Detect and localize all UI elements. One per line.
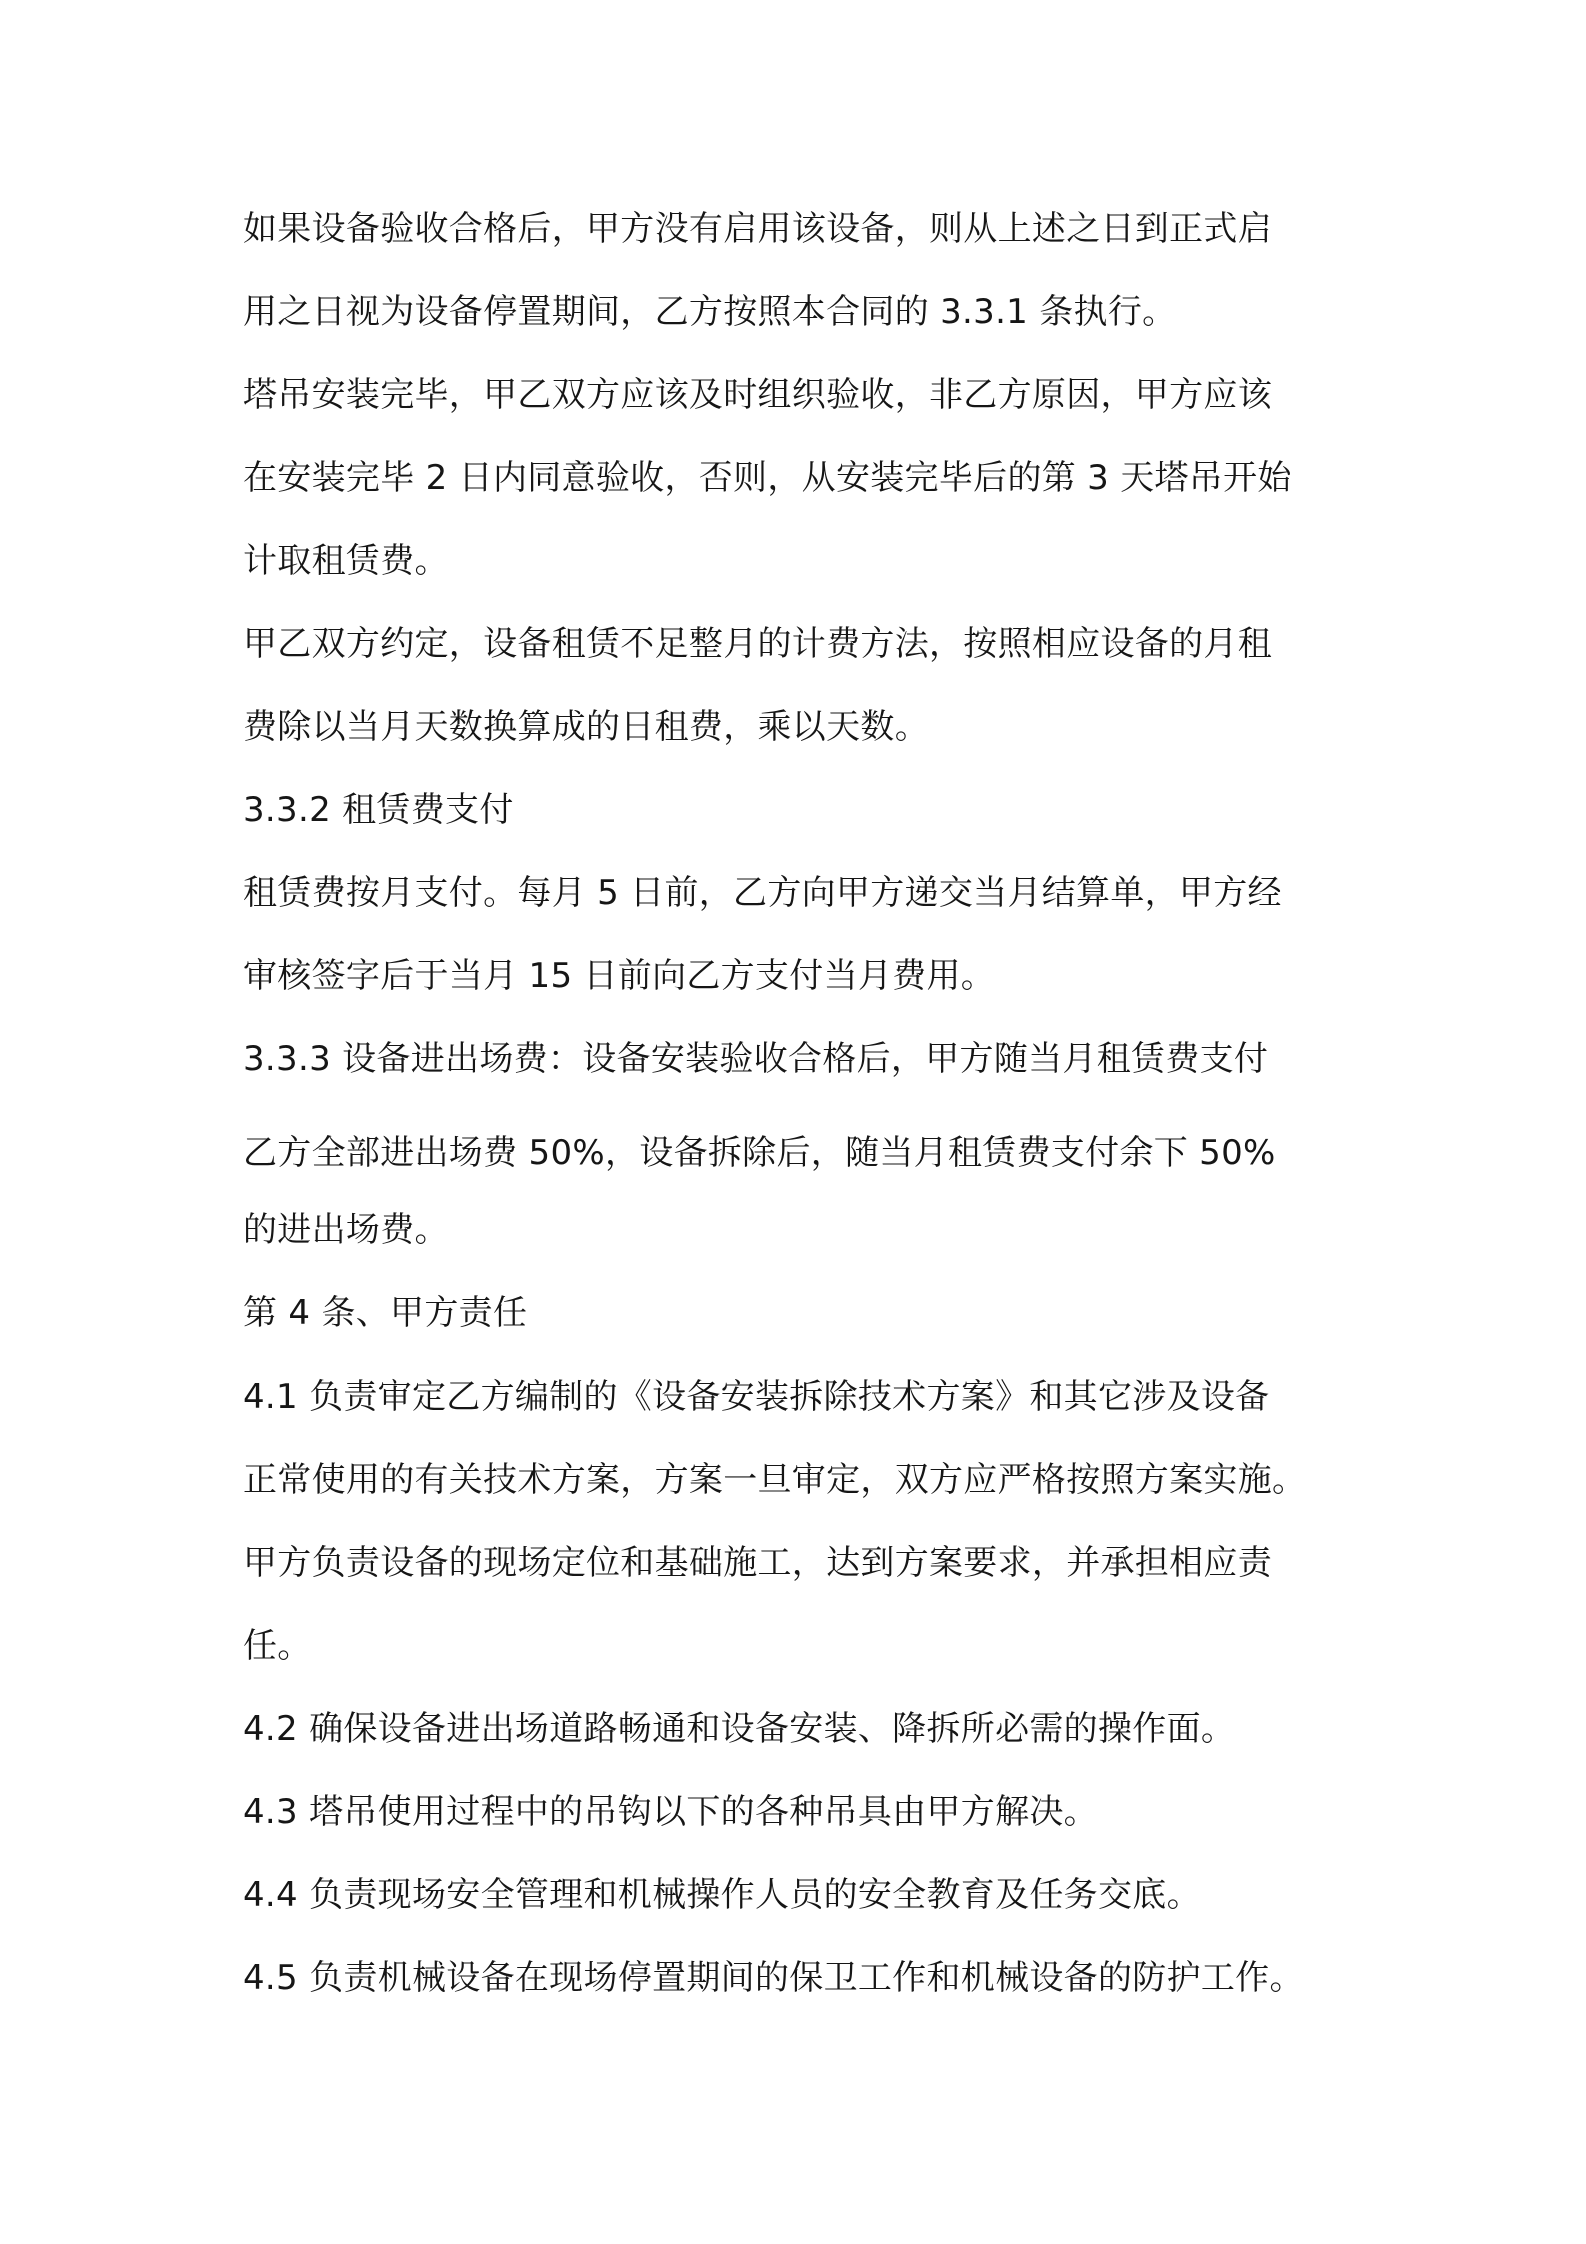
text-line: 4.2 确保设备进出场道路畅通和设备安装、降拆所必需的操作面。 xyxy=(243,1709,1236,1749)
text-line: 计取租赁费。 xyxy=(243,541,449,581)
text-line: 4.1 负责审定乙方编制的《设备安装拆除技术方案》和其它涉及设备 xyxy=(243,1377,1270,1417)
text-line: 甲乙双方约定，设备租赁不足整月的计费方法，按照相应设备的月租 xyxy=(243,624,1272,664)
section-heading: 第 4 条、甲方责任 xyxy=(243,1293,528,1333)
text-line: 4.3 塔吊使用过程中的吊钩以下的各种吊具由甲方解决。 xyxy=(243,1792,1098,1832)
text-line: 如果设备验收合格后，甲方没有启用该设备，则从上述之日到正式启 xyxy=(243,209,1272,249)
text-line: 任。 xyxy=(243,1626,312,1666)
text-line: 4.4 负责现场安全管理和机械操作人员的安全教育及任务交底。 xyxy=(243,1875,1201,1915)
text-line: 3.3.3 设备进出场费：设备安装验收合格后，甲方随当月租赁费支付 xyxy=(243,1039,1269,1079)
text-line: 用之日视为设备停置期间，乙方按照本合同的 3.3.1 条执行。 xyxy=(243,292,1177,332)
text-line: 在安装完毕 2 日内同意验收，否则，从安装完毕后的第 3 天塔吊开始 xyxy=(243,458,1292,498)
text-line: 的进出场费。 xyxy=(243,1210,449,1250)
text-line: 租赁费按月支付。每月 5 日前，乙方向甲方递交当月结算单，甲方经 xyxy=(243,873,1282,913)
text-line: 甲方负责设备的现场定位和基础施工，达到方案要求，并承担相应责 xyxy=(243,1543,1272,1583)
text-line: 塔吊安装完毕，甲乙双方应该及时组织验收，非乙方原因，甲方应该 xyxy=(243,375,1272,415)
text-line: 乙方全部进出场费 50%，设备拆除后，随当月租赁费支付余下 50% xyxy=(243,1133,1276,1173)
text-line: 4.5 负责机械设备在现场停置期间的保卫工作和机械设备的防护工作。 xyxy=(243,1958,1304,1998)
text-line: 费除以当月天数换算成的日租费，乘以天数。 xyxy=(243,707,929,747)
text-line: 正常使用的有关技术方案，方案一旦审定，双方应严格按照方案实施。 xyxy=(243,1460,1307,1500)
section-heading: 3.3.2 租赁费支付 xyxy=(243,790,514,830)
text-line: 审核签字后于当月 15 日前向乙方支付当月费用。 xyxy=(243,956,996,996)
